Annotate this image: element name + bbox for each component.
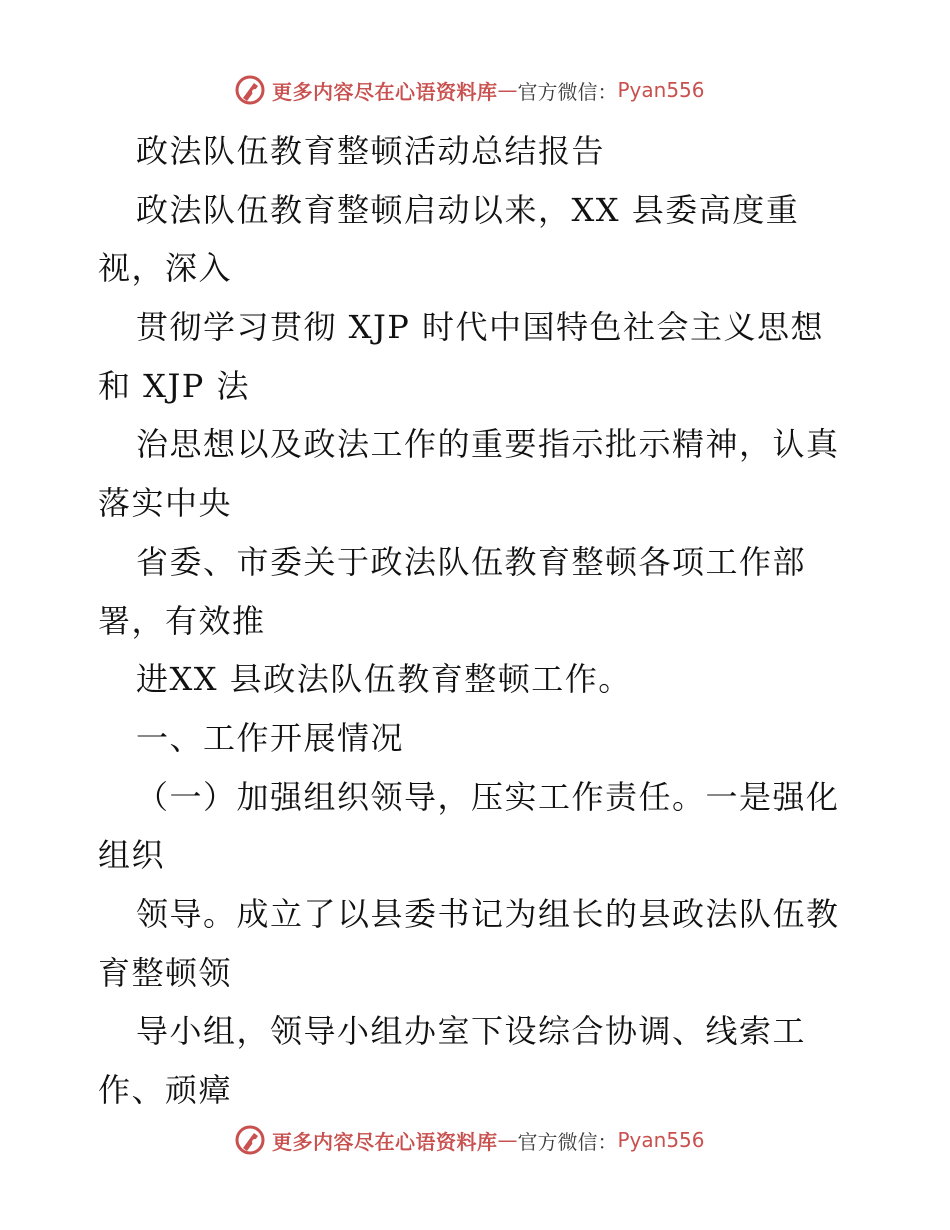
text-line: 领导。成立了以县委书记为组长的县政法队伍教 [136,894,840,933]
text-line: 导小组，领导小组办室下设综合协调、线索工 [136,1012,807,1051]
text-line: 育整顿领 [98,953,233,992]
text-line: 进XX 县政法队伍教育整顿工作。 [136,660,632,699]
watermark-label: 官方微信： [517,1129,618,1154]
document-title: 政法队伍教育整顿活动总结报告 [136,132,606,170]
text-line: 组织 [98,836,166,875]
pen-seal-icon [234,74,266,106]
watermark-label: 官方微信： [517,79,618,104]
watermark-wechat-id: Pyan556 [617,78,705,102]
watermark-brand: 更多内容尽在心语资料库 [272,79,498,104]
text-line: 视，深入 [98,249,233,288]
pen-seal-icon [234,1124,266,1156]
text-line: 落实中央 [98,484,233,523]
document-body [98,122,858,1120]
watermark-dash: — [497,78,518,102]
watermark-dash: — [497,1128,518,1152]
text-line: 贯彻学习贯彻 XJP 时代中国特色社会主义思想 [136,308,824,347]
text-line: 和 XJP 法 [98,366,250,405]
text-line: 治思想以及政法工作的重要指示批示精神，认真 [136,425,840,464]
text-line: 一、工作开展情况 [136,718,405,757]
text-line: 省委、市委关于政法队伍教育整顿各项工作部 [136,542,807,581]
text-line: 署，有效推 [98,601,266,640]
watermark-brand: 更多内容尽在心语资料库 [272,1129,498,1154]
footer-watermark [234,1122,705,1158]
text-line: 政法队伍教育整顿启动以来，XX 县委高度重 [136,190,800,229]
text-line: 作、顽瘴 [98,1071,233,1109]
text-line: （一）加强组织领导，压实工作责任。一是强化 [136,777,840,816]
watermark-wechat-id: Pyan556 [617,1128,705,1152]
header-watermark [234,72,705,108]
